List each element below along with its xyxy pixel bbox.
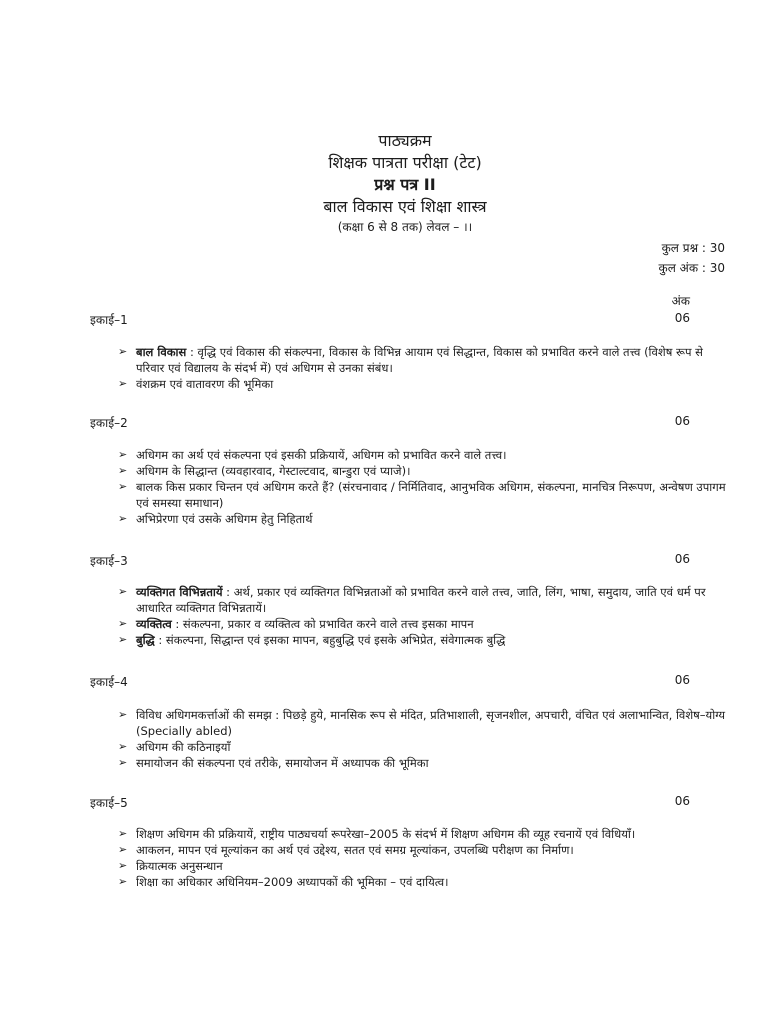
topic-item [118,511,728,527]
unit-heading [90,414,690,431]
topic-text: : अर्थ, प्रकार एवं व्यक्तिगत विभिन्नताओं को प्रभावित करने वाले तत्त्व, जाति, लिंग, भाषा, समुदाय, जाति एवं धर्म पर आधारित व्यक्तिगत विभिन्नतायें। [136,585,706,615]
totals-block [659,238,726,278]
arrow-bullet-icon: ➢ [118,875,128,888]
unit-marks: 06 [674,552,690,566]
topic-item [118,479,728,511]
arrow-bullet-icon: ➢ [118,827,128,840]
unit-heading [90,794,690,811]
topic-item [118,376,728,392]
topic-item [118,463,728,479]
arrow-bullet-icon: ➢ [118,480,128,493]
unit-marks: 06 [674,414,690,428]
unit-label: इकाई–4 [90,675,128,689]
topic-item [118,842,728,858]
arrow-bullet-icon: ➢ [118,345,128,358]
arrow-bullet-icon: ➢ [118,859,128,872]
topic-item [118,826,728,842]
topic-bold-term: व्यक्तित्व [136,617,172,631]
unit-topic-list [118,447,728,527]
topic-text: समायोजन की संकल्पना एवं तरीके, समायोजन में अध्यापक की भूमिका [136,756,429,770]
arrow-bullet-icon: ➢ [118,740,128,753]
topic-item [118,755,728,771]
unit-label: इकाई–3 [90,554,128,568]
arrow-bullet-icon: ➢ [118,585,128,598]
topic-text: शिक्षण अधिगम की प्रक्रियायें, राष्ट्रीय पाठ्यचर्या रूपरेखा–2005 के संदर्भ में शिक्षण अधिगम की व्यूह रचनायें एवं विधियाँ। [136,827,636,841]
topic-text: शिक्षा का अधिकार अधिनियम–2009 अध्यापकों की भूमिका – एवं दायित्व। [136,875,449,889]
topic-item [118,739,728,755]
total-questions: कुल प्रश्न : 30 [661,241,725,255]
topic-item [118,858,728,874]
arrow-bullet-icon: ➢ [118,633,128,646]
marks-column-heading: अंक [671,294,690,308]
topic-text: आकलन, मापन एवं मूल्यांकन का अर्थ एवं उद्देश्य, सतत एवं समग्र मूल्यांकन, उपलब्धि परीक्षण का निर्माण। [136,843,574,857]
topic-item [118,584,728,616]
unit-label: इकाई–1 [90,313,128,327]
total-marks: कुल अंक : 30 [658,261,725,275]
exam-name: शिक्षक पात्रता परीक्षा (टेट) [328,153,482,172]
topic-bold-term: बाल विकास [136,345,187,359]
arrow-bullet-icon: ➢ [118,708,128,721]
topic-item [118,447,728,463]
unit-topic-list [118,707,728,771]
topic-text: बालक किस प्रकार चिन्तन एवं अधिगम करते हैं? (संरचनावाद / निर्मितिवाद, आनुभविक अधिगम, संकल्पना, मानचित्र निरूपण, अन्वेषण उपागम एवं समस्या समाधान) [136,480,726,510]
unit-topic-list [118,584,728,648]
topic-item [118,632,728,648]
topic-text: : वृद्धि एवं विकास की संकल्पना, विकास के विभिन्न आयाम एवं सिद्धान्त, विकास को प्रभावित करने वाले तत्त्व (विशेष रूप से परिवार एवं विद्यालय के संदर्भ में) एवं अधिगम से उनका संबंध। [136,345,703,375]
document-title: पाठ्यक्रम [378,131,432,150]
unit-label: इकाई–2 [90,416,128,430]
unit-topic-list [118,826,728,890]
topic-text: अधिगम के सिद्धान्त (व्यवहारवाद, गेस्टाल्टवाद, बान्डुरा एवं प्याजे)। [136,464,411,478]
topic-bold-term: व्यक्तिगत विभिन्नतायें [136,585,223,599]
unit-heading [90,311,690,328]
arrow-bullet-icon: ➢ [118,464,128,477]
topic-text: वंशक्रम एवं वातावरण की भूमिका [136,377,274,391]
topic-text: : संकल्पना, सिद्धान्त एवं इसका मापन, बहुबुद्धि एवं इसके अभिप्रेत, संवेगात्मक बुद्धि [154,633,506,647]
topic-text: : संकल्पना, प्रकार व व्यक्तित्व को प्रभावित करने वाले तत्त्व इसका मापन [171,617,474,631]
topic-item [118,707,728,739]
arrow-bullet-icon: ➢ [118,448,128,461]
document-header [0,130,768,236]
unit-marks: 06 [674,794,690,808]
unit-label: इकाई–5 [90,796,128,810]
topic-text: अधिगम की कठिनाइयाँ [136,740,231,754]
subject-name: बाल विकास एवं शिक्षा शास्त्र [323,197,487,216]
topic-item [118,874,728,890]
paper-number: प्रश्न पत्र II [374,175,436,194]
topic-text: अभिप्रेरणा एवं उसके अधिगम हेतु निहितार्थ [136,512,313,526]
topic-text: अधिगम का अर्थ एवं संकल्पना एवं इसकी प्रक्रियायें, अधिगम को प्रभावित करने वाले तत्त्व। [136,448,507,462]
unit-heading [90,673,690,690]
unit-marks: 06 [674,673,690,687]
topic-bold-term: बुद्धि [136,633,155,647]
arrow-bullet-icon: ➢ [118,756,128,769]
unit-marks: 06 [674,311,690,325]
topic-item [118,616,728,632]
arrow-bullet-icon: ➢ [118,512,128,525]
arrow-bullet-icon: ➢ [118,377,128,390]
unit-heading [90,552,690,569]
class-level: (कक्षा 6 से 8 तक) लेवल – ।। [337,220,473,234]
topic-item [118,344,728,376]
arrow-bullet-icon: ➢ [118,843,128,856]
topic-text: विविध अधिगमकर्त्ताओं की समझ : पिछड़े हुये, मानसिक रूप से मंदित, प्रतिभाशाली, सृजनशील, अपचारी, वंचित एवं अलाभान्वित, विशेष–योग्य (Specially abled) [136,708,726,738]
topic-text: क्रियात्मक अनुसन्धान [136,859,223,873]
unit-topic-list [118,344,728,392]
arrow-bullet-icon: ➢ [118,617,128,630]
